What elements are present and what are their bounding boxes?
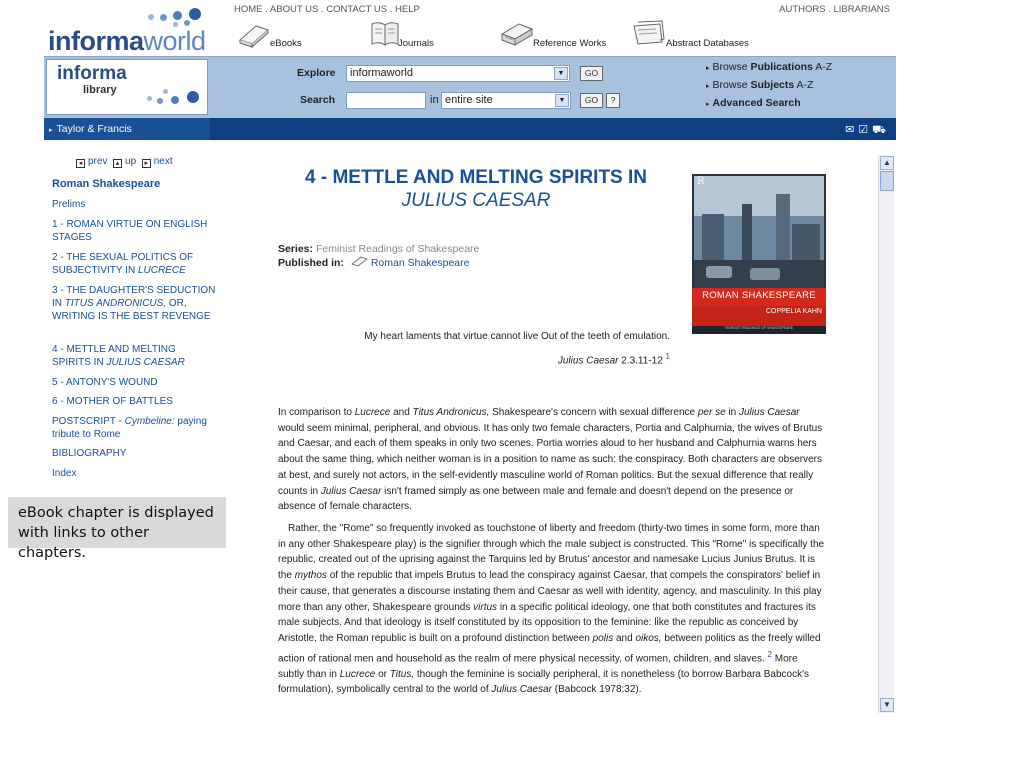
cover-author: COPPELIA KAHN [765, 308, 822, 315]
informa-library-logo[interactable] [46, 59, 208, 115]
prev-link[interactable]: ◂ prev [76, 156, 107, 167]
top-links[interactable]: HOME . ABOUT US . CONTACT US . HELP [234, 4, 420, 15]
logo-text: informaworld [48, 26, 206, 56]
up-link[interactable]: ▴ up [113, 156, 136, 167]
mail-icon[interactable]: ✉ [845, 124, 859, 136]
content-scrollbar[interactable] [878, 155, 894, 713]
triangle-right-icon: ▸ [706, 65, 710, 72]
search-label: Search [300, 94, 336, 106]
category-label: Journals [398, 38, 434, 49]
toc-item-postscript[interactable]: POSTSCRIPT - Cymbeline: paying tribute to Rome [52, 416, 207, 440]
paragraph-2: Rather, the "Rome" so frequently invoked as touchstone of liberty and freedom (thirty-two times in some form, more than in any other Shakespeare play) is the signifier through which the male subject is constructed. This "Rome" is specifically the republic, created out of the uprising against the Tarquins led by Brutus' ancestor and namesake Lucius Junius Brutus. It is the mythos of the republic that impels Brutus to lead the conspiracy against Caesar, that compels the conspirators' belief in their cause, that generates a discourse instating them and Caesar as well with identity, agency, and masculinity. In this play more than any other, Shakespeare grounds virtus in a specific political ideology, one that both constitutes and fractures its male subjects. And that ideology is itself constituted by its opposition to the feminine: like the republic as conceived by Aristotle, the Roman republic is built on a profound distinction between polis and oikos, between politics as the freely willed action of rational men and household as the realm of mere physical necessity, of women, children, and slaves. $^2$ More subtly than in Lucrece or Titus, though the feminine is socially peripheral, it is nonetheless (to borrow Barbara Babcock's formulation), symbolically central to the world of Julius Caesar (Babcock 1978:32). [278, 523, 825, 696]
chevron-down-icon: ▼ [554, 67, 568, 80]
browse-publications-link[interactable]: ▸ Browse Publications A-Z [706, 61, 833, 73]
epigraph [278, 327, 670, 371]
book-title-link[interactable]: Roman Shakespeare [52, 178, 161, 190]
cover-title: ROMAN SHAKESPEARE [702, 290, 816, 301]
annotation-callout: eBook chapter is displayed with links to other chapters. [8, 497, 226, 548]
triangle-right-icon: ▸ [706, 101, 710, 108]
chapter-title: 4 - METTLE AND MELTING SPIRITS IN JULIUS CAESAR [305, 167, 647, 211]
library-logo-sub: library [83, 84, 117, 96]
toc-item-bibliography[interactable]: BIBLIOGRAPHY [52, 448, 127, 459]
chevron-down-icon: ▼ [555, 94, 569, 107]
chapter-meta [278, 242, 479, 270]
cover-series: FEMINIST READINGS OF SHAKESPEARE [724, 326, 794, 330]
series-value[interactable]: Feminist Readings of Shakespeare [315, 243, 480, 255]
checkbox-icon[interactable]: ☑ [858, 124, 873, 136]
published-in-link[interactable]: Roman Shakespeare [370, 257, 470, 269]
ebook-icon [236, 20, 272, 48]
series-label: Series: [278, 243, 314, 255]
triangle-right-icon: ▸ [49, 127, 53, 134]
in-label: in [430, 94, 439, 106]
footnote-1-link[interactable]: 1 [665, 352, 670, 361]
help-button[interactable]: ? [606, 93, 620, 108]
toc-item-chapter-4[interactable]: 4 - METTLE AND MELTING SPIRITS IN JULIUS CAESAR [52, 344, 185, 368]
page [44, 0, 896, 768]
toc-item-chapter-3[interactable]: 3 - THE DAUGHTER'S SEDUCTION IN TITUS ANDRONICUS, OR, WRITING IS THE BEST REVENGE [52, 285, 216, 322]
search-input[interactable] [346, 92, 426, 109]
informaworld-logo[interactable] [48, 8, 212, 54]
category-label: Abstract Databases [666, 38, 749, 49]
search-band [44, 56, 896, 118]
nav-bar [44, 118, 896, 140]
paragraph-1: In comparison to Lucrece and Titus Andronicus, Shakespeare's concern with sexual difference per se in Julius Caesar would seem minimal, peripheral, and obvious. It has only two female characters, Portia and Calphurnia, the wives of Brutus and Caesar, and each of them speaks in only two scenes. Portia worries aloud to her husband and Calphurnia warns hers about the same thing, which neither woman is in a position to name as such: the conspiracy. Both characters are observers at best, and surely not actors, in the self-evidently masculine world of Roman politics. But the sexual difference that really counts in Julius Caesar isn't framed simply as one between male and female and doesn't depend on the presence or absence of female characters. [278, 407, 823, 513]
toc-item-chapter-1[interactable]: 1 - ROMAN VIRTUE ON ENGLISH STAGES [52, 219, 208, 243]
cart-icon[interactable]: ⛟ [872, 124, 890, 136]
category-label: Reference Works [533, 38, 607, 49]
category-label: eBooks [270, 38, 302, 49]
nav-icons [845, 123, 890, 138]
epigraph-source: Julius Caesar 2.3.11-12 $^1$ [557, 352, 670, 367]
search-scope-select[interactable] [441, 92, 571, 109]
published-label: Published in: [278, 257, 344, 269]
arrow-right-icon: ▸ [142, 159, 151, 168]
explore-label: Explore [297, 67, 336, 79]
triangle-right-icon: ▸ [706, 83, 710, 90]
scroll-thumb[interactable] [880, 171, 894, 191]
scroll-down-button[interactable]: ▼ [880, 698, 894, 712]
toc-item-index[interactable]: Index [52, 468, 77, 479]
explore-go-button[interactable]: GO [580, 66, 603, 81]
arrow-left-icon: ◂ [76, 159, 85, 168]
search-go-button[interactable]: GO [580, 93, 603, 108]
next-link[interactable]: ▸ next [142, 156, 173, 167]
epigraph-quote: My heart laments that virtue cannot live Out of the teeth of emulation. [364, 331, 670, 342]
cover-publisher-mark: R [697, 176, 705, 187]
footnote-2-link[interactable]: 2 [767, 649, 772, 659]
ebook-icon [350, 256, 368, 267]
toc-item-chapter-6[interactable]: 6 - MOTHER OF BATTLES [52, 396, 173, 407]
advanced-search-link[interactable]: ▸ Advanced Search [706, 97, 801, 109]
browse-subjects-link[interactable]: ▸ Browse Subjects A-Z [706, 79, 814, 91]
library-logo-word: informa [57, 63, 127, 84]
reference-icon [499, 20, 535, 48]
database-icon [632, 20, 668, 48]
scope-value: entire site [445, 94, 493, 106]
chapter-pager [76, 156, 173, 168]
book-cover-image[interactable] [692, 174, 826, 334]
auth-links[interactable]: AUTHORS . LIBRARIANS [779, 4, 890, 15]
explore-value: informaworld [350, 67, 413, 79]
toc-item-prelims[interactable]: Prelims [52, 199, 86, 210]
explore-select[interactable] [346, 65, 570, 82]
site-header [44, 0, 896, 56]
scroll-up-button[interactable]: ▲ [880, 156, 894, 170]
tab-taylor-francis[interactable]: ▸ Taylor & Francis [44, 118, 210, 140]
arrow-up-icon: ▴ [113, 159, 122, 168]
toc-item-chapter-5[interactable]: 5 - ANTONY'S WOUND [52, 377, 158, 388]
toc-item-chapter-2[interactable]: 2 - THE SEXUAL POLITICS OF SUBJECTIVITY IN LUCRECE [52, 252, 194, 276]
